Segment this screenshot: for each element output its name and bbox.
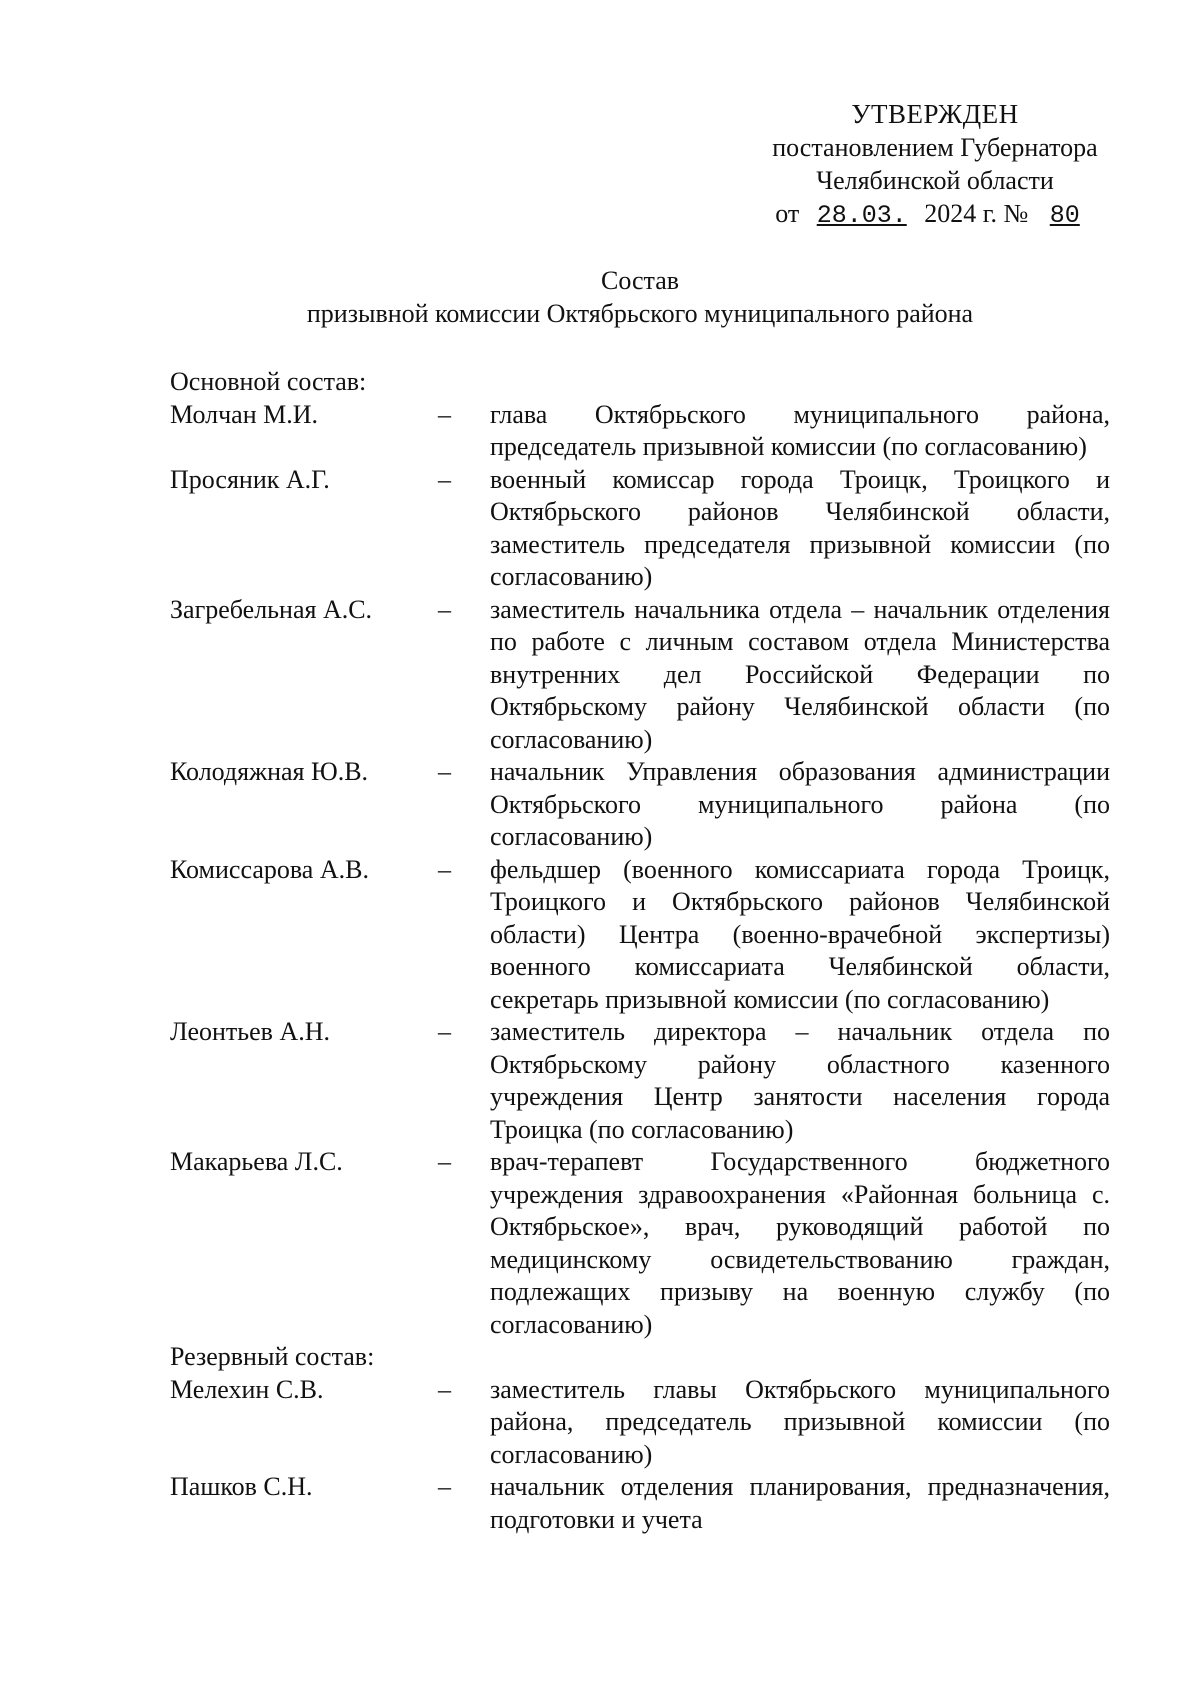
member-dash: – <box>438 1017 451 1046</box>
member-dash: – <box>438 1472 451 1501</box>
title-line-1: Состав <box>600 266 680 295</box>
member-role: военный комиссар города Троицк, Троицкого и Октябрьского районов Челябинской области, заместитель председателя призывной комиссии (по согласованию) <box>490 464 1110 591</box>
member-row <box>170 464 1110 594</box>
member-role: заместитель директора – начальник отдела по Октябрьскому району областного казенного учреждения Центр занятости населения города Троицка (по согласованию) <box>490 1017 1110 1144</box>
member-dash: – <box>438 594 451 624</box>
year-text: 2024 г. № <box>924 199 1029 228</box>
member-name: Мелехин С.В. <box>170 1374 324 1404</box>
approval-dateline <box>740 197 1130 232</box>
member-dash: – <box>438 854 451 884</box>
member-role: начальник отделения планирования, предназначения, подготовки и учета <box>490 1472 1110 1534</box>
member-role: начальник Управления образования администрации Октябрьского муниципального района (по согласованию) <box>490 757 1110 851</box>
member-dash: – <box>438 399 451 429</box>
document-title <box>170 264 1110 330</box>
main-composition-label: Основной состав: <box>170 367 367 396</box>
member-dash: – <box>438 757 451 786</box>
member-name: Колодяжная Ю.В. <box>170 757 369 786</box>
member-row <box>170 1471 1110 1536</box>
member-row <box>170 399 1110 464</box>
reserve-member-list <box>170 1374 1110 1537</box>
commission-composition <box>170 366 1110 1536</box>
member-name: Пашков С.Н. <box>170 1472 313 1501</box>
member-name: Загребельная А.С. <box>170 594 373 624</box>
approval-line-2: Челябинской области <box>816 166 1054 195</box>
member-name: Просяник А.Г. <box>170 464 330 494</box>
member-row <box>170 1374 1110 1472</box>
member-name: Макарьева Л.С. <box>170 1147 343 1176</box>
member-dash: – <box>438 464 451 494</box>
main-member-list <box>170 399 1110 1342</box>
approval-heading: УТВЕРЖДЕН <box>851 99 1019 129</box>
reserve-composition-label: Резервный состав: <box>170 1342 375 1371</box>
member-row <box>170 1146 1110 1341</box>
decree-date: 28.03. <box>816 201 907 230</box>
member-dash: – <box>438 1374 451 1404</box>
member-row <box>170 594 1110 757</box>
member-row <box>170 756 1110 854</box>
member-role: глава Октябрьского муниципального района, председатель призывной комиссии (по согласованию) <box>490 399 1110 461</box>
title-line-2: призывной комиссии Октябрьского муниципального района <box>306 299 974 328</box>
decree-number: 80 <box>1049 201 1080 230</box>
member-name: Комиссарова А.В. <box>170 854 369 884</box>
member-name: Леонтьев А.Н. <box>170 1017 330 1046</box>
approval-line-1: постановлением Губернатора <box>772 133 1098 162</box>
member-role: заместитель главы Октябрьского муниципального района, председатель призывной комиссии (по согласованию) <box>490 1374 1110 1469</box>
member-row <box>170 1016 1110 1146</box>
date-prefix: от <box>775 199 800 228</box>
member-role: заместитель начальника отдела – начальник отделения по работе с личным составом отдела Министерства внутренних дел Российской Федерации по Октябрьскому району Челябинской области (по согласованию) <box>490 594 1110 754</box>
member-role: врач-терапевт Государственного бюджетного учреждения здравоохранения «Районная больница с. Октябрьское», врач, руководящий работой по медицинскому освидетельствованию граждан, подлежащих призыву на военную службу (по согласованию) <box>490 1147 1110 1339</box>
member-name: Молчан М.И. <box>170 399 319 429</box>
member-role: фельдшер (военного комиссариата города Троицк, Троицкого и Октябрьского районов Челябинской области) Центра (военно-врачебной экспертизы) военного комиссариата Челябинской области, секретарь призывной комиссии (по согласованию) <box>490 854 1110 1014</box>
member-row <box>170 854 1110 1017</box>
approval-block <box>740 98 1130 232</box>
member-dash: – <box>438 1147 451 1176</box>
